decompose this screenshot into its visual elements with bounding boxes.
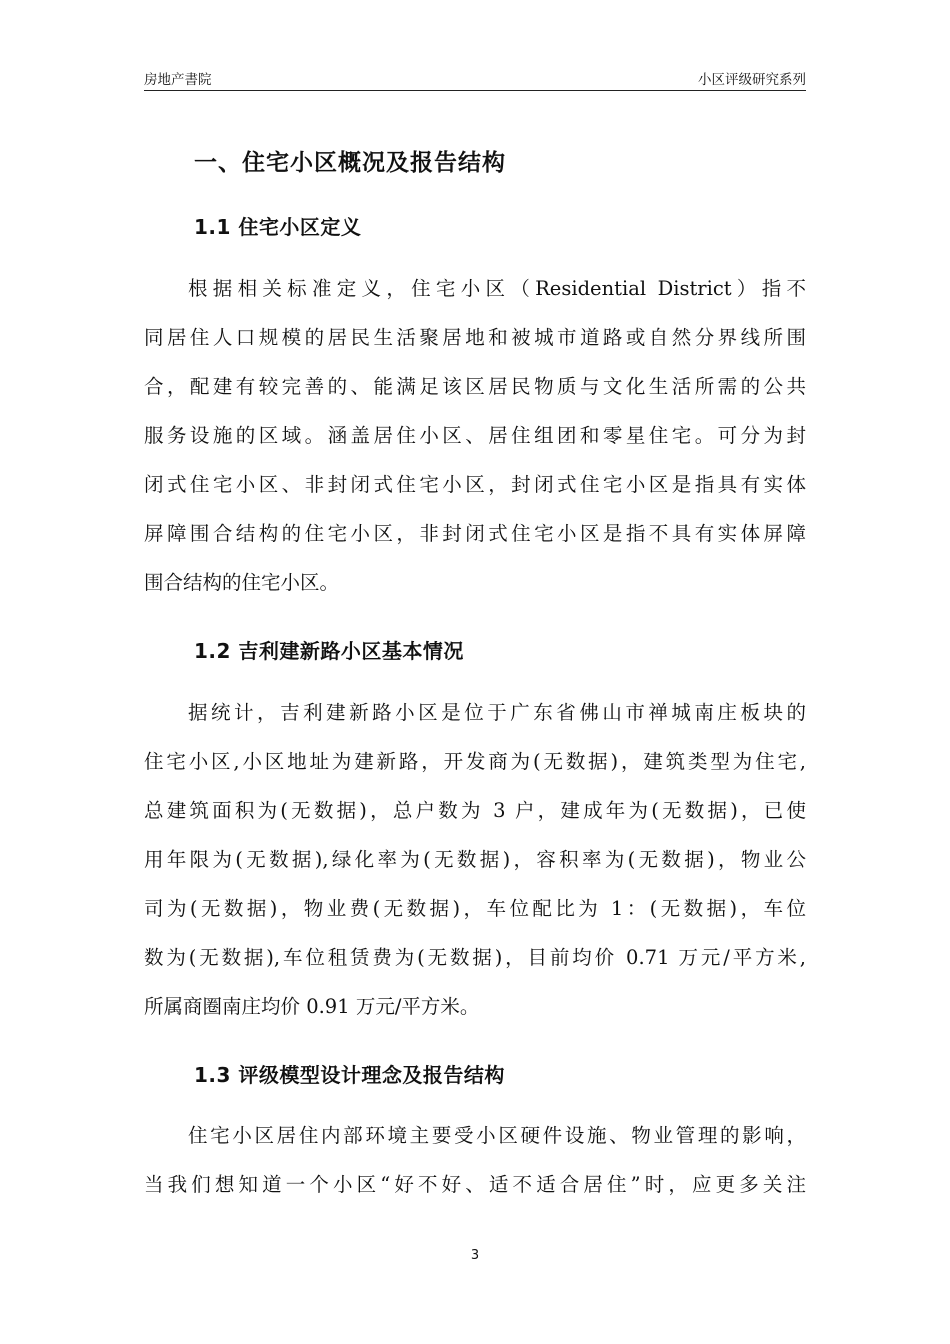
paragraph-line: 当我们想知道一个小区“好不好、适不适合居住”时，应更多关注	[144, 1173, 806, 1196]
paragraph-line: 用年限为(无数据),绿化率为(无数据)，容积率为(无数据)，物业公	[144, 848, 806, 871]
paragraph-line: 住宅小区,小区地址为建新路，开发商为(无数据)，建筑类型为住宅,	[144, 750, 806, 773]
paragraph-line: 住宅小区居住内部环境主要受小区硬件设施、物业管理的影响，	[188, 1124, 806, 1147]
subsection-title-1-1: 1.1 住宅小区定义	[194, 215, 362, 239]
paragraph-line: 所属商圈南庄均价 0.91 万元/平方米。	[144, 995, 480, 1018]
header-series-title: 小区评级研究系列	[698, 72, 806, 88]
paragraph-line: 围合结构的住宅小区。	[144, 571, 340, 594]
subsection-title-1-2: 1.2 吉利建新路小区基本情况	[194, 639, 464, 663]
paragraph-model-design	[144, 1111, 806, 1209]
paragraph-line: 合，配建有较完善的、能满足该区居民物质与文化生活所需的公共	[144, 375, 806, 398]
paragraph-line: 闭式住宅小区、非封闭式住宅小区，封闭式住宅小区是指具有实体	[144, 473, 806, 496]
paragraph-line: 根据相关标准定义，住宅小区（Residential District）指不	[188, 277, 806, 300]
page-number: 3	[470, 1248, 480, 1263]
paragraph-line: 服务设施的区域。涵盖居住小区、居住组团和零星住宅。可分为封	[144, 424, 806, 447]
paragraph-definition	[144, 264, 806, 607]
paragraph-basic-info	[144, 688, 806, 1031]
paragraph-line: 据统计，吉利建新路小区是位于广东省佛山市禅城南庄板块的	[188, 701, 806, 724]
page-header	[144, 64, 806, 91]
section-title: 一、住宅小区概况及报告结构	[194, 150, 506, 176]
paragraph-line: 同居住人口规模的居民生活聚居地和被城市道路或自然分界线所围	[144, 326, 806, 349]
subsection-title-1-3: 1.3 评级模型设计理念及报告结构	[194, 1063, 505, 1087]
header-publisher: 房地产書院	[144, 72, 212, 88]
paragraph-line: 数为(无数据),车位租赁费为(无数据)，目前均价 0.71 万元/平方米,	[144, 946, 806, 969]
paragraph-line: 屏障围合结构的住宅小区，非封闭式住宅小区是指不具有实体屏障	[144, 522, 806, 545]
paragraph-line: 总建筑面积为(无数据)，总户数为 3 户，建成年为(无数据)，已使	[144, 799, 806, 822]
paragraph-line: 司为(无数据)，物业费(无数据)，车位配比为 1：(无数据)，车位	[144, 897, 806, 920]
